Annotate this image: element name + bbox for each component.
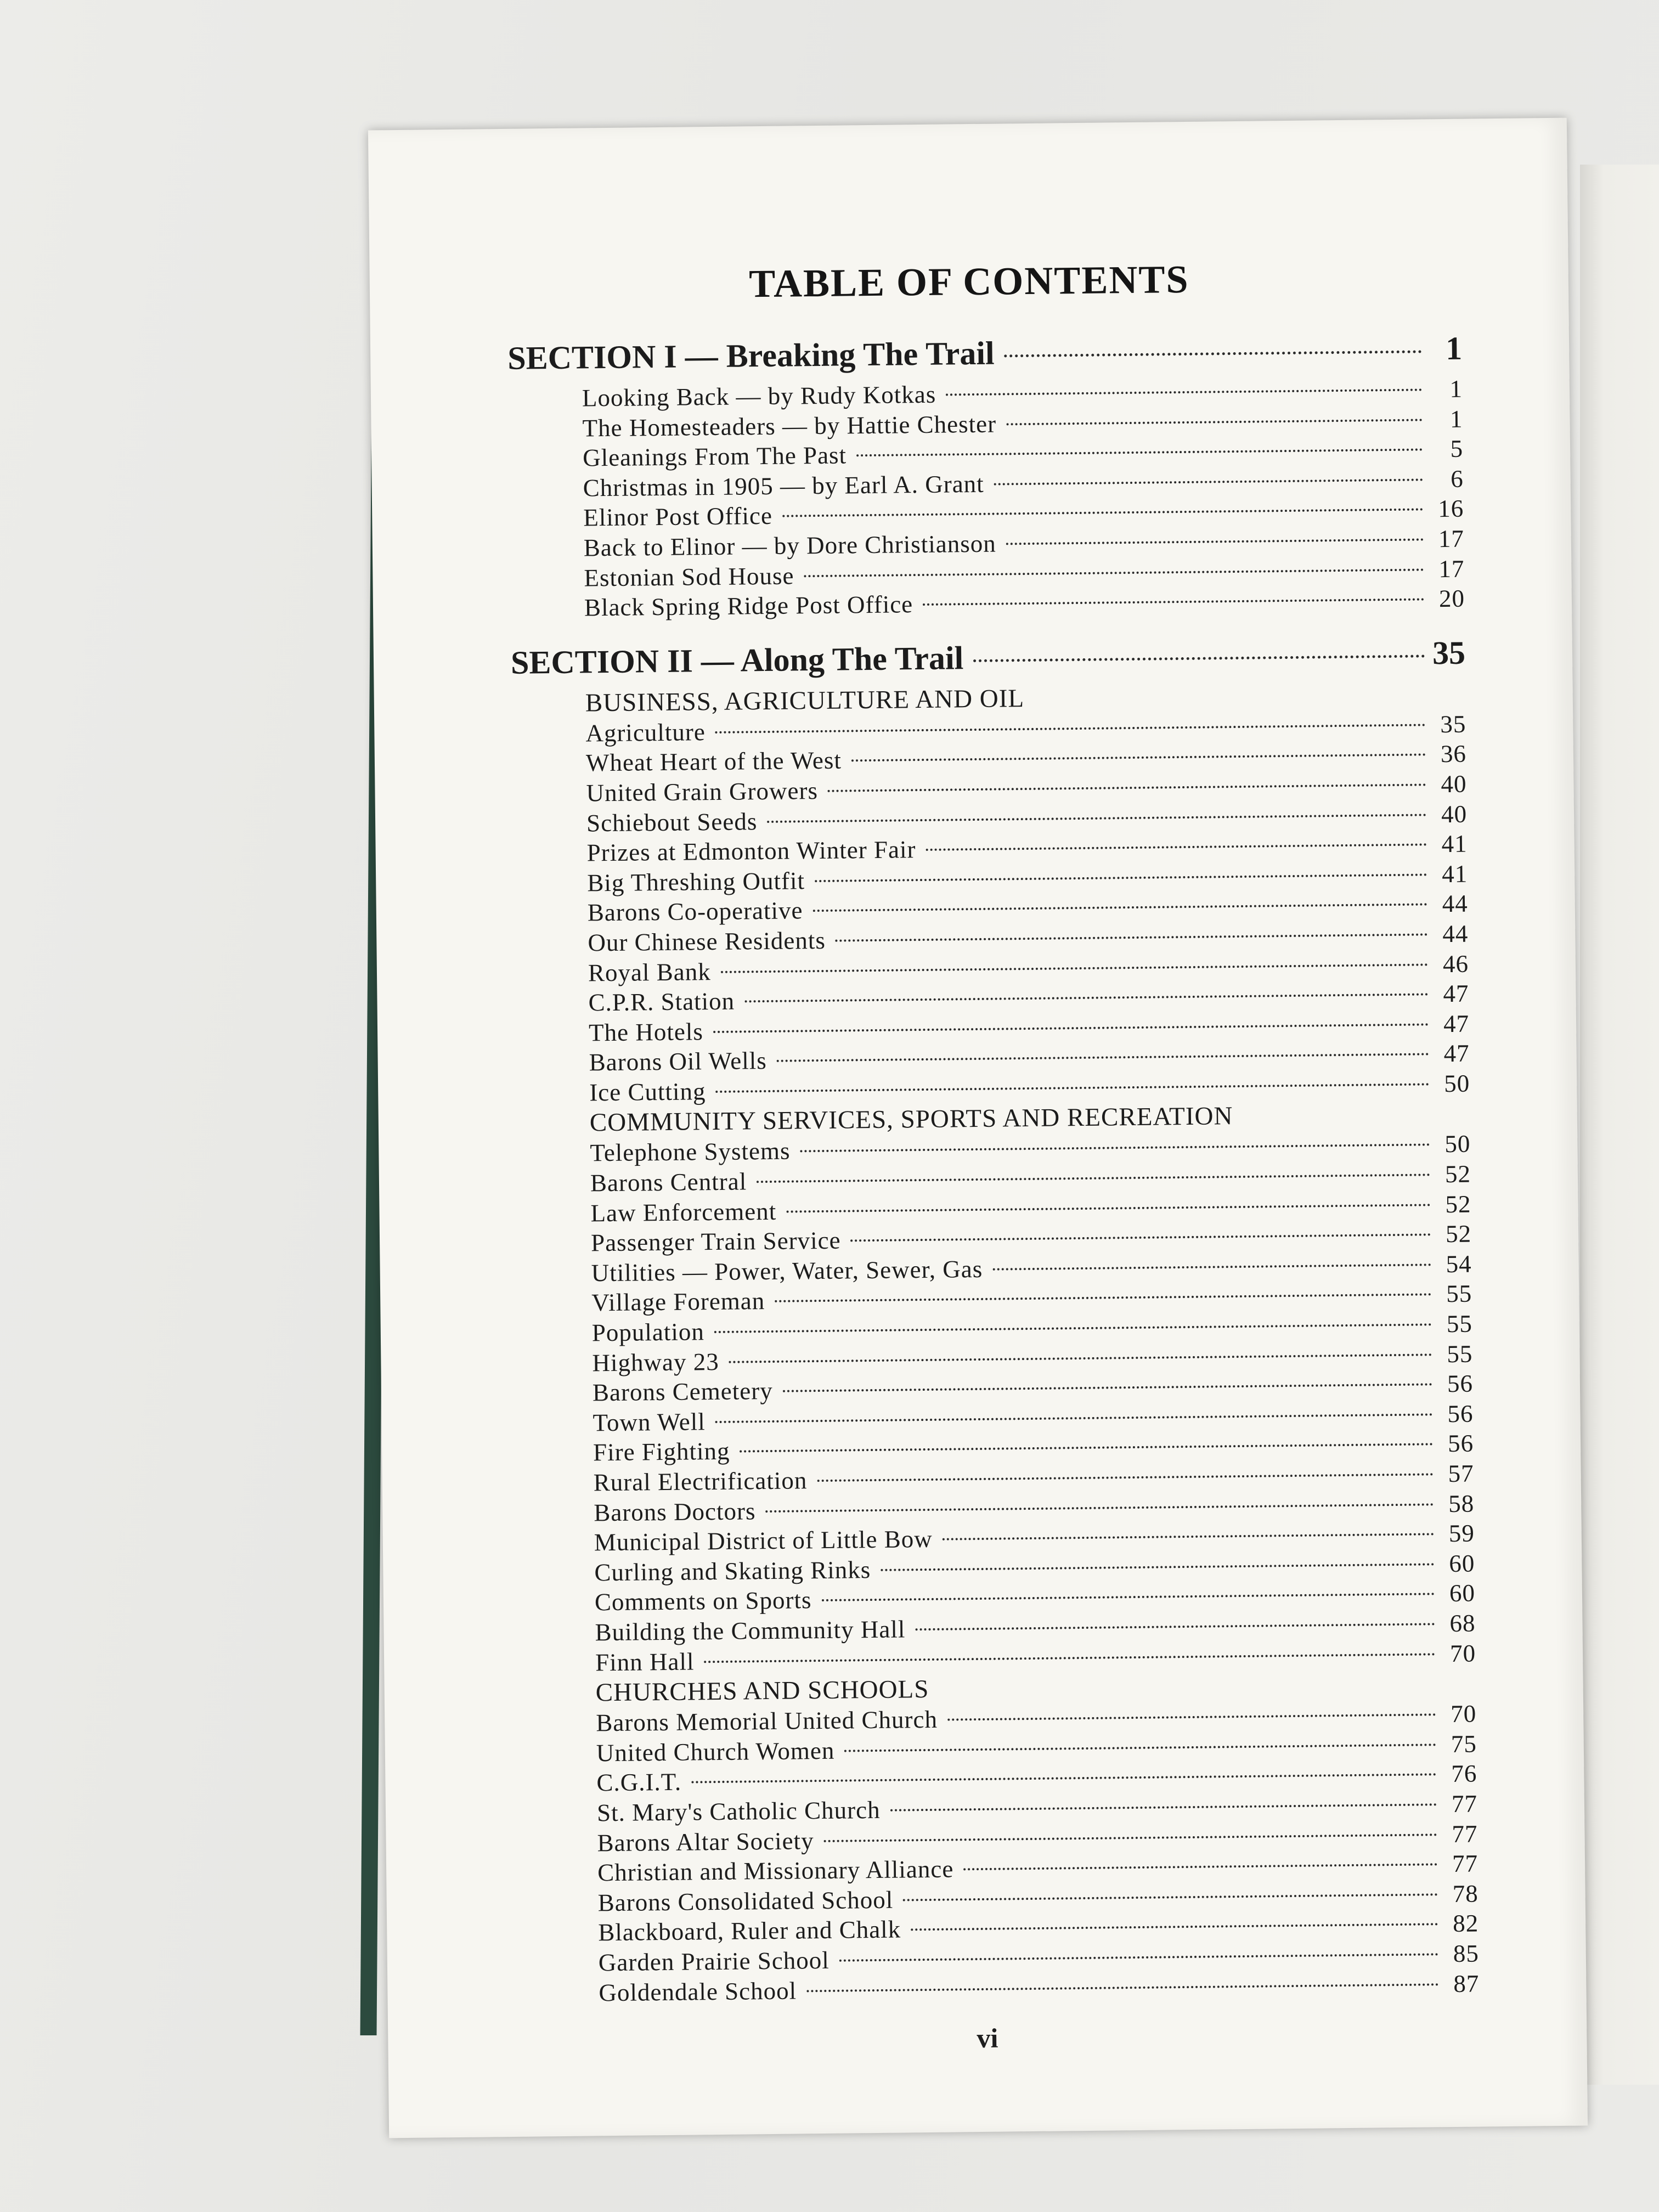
dot-leader xyxy=(806,1983,1438,1992)
toc-entry-title: Black Spring Ridge Post Office xyxy=(584,590,913,622)
toc-entry-page-number: 78 xyxy=(1452,1880,1479,1908)
toc-entry-title: Municipal District of Little Bow xyxy=(594,1525,933,1556)
toc-entry-page-number: 77 xyxy=(1452,1849,1479,1878)
toc-entry-title: C.P.R. Station xyxy=(588,987,735,1017)
dot-leader xyxy=(844,1743,1436,1752)
toc-entry-page-number: 50 xyxy=(1444,1130,1471,1158)
toc-entry-title: St. Mary's Catholic Church xyxy=(596,1796,881,1827)
dot-leader xyxy=(713,1023,1429,1033)
toc-entry-page-number: 52 xyxy=(1445,1190,1471,1218)
toc-entry-title: Highway 23 xyxy=(592,1347,719,1377)
dot-leader xyxy=(691,1774,1436,1784)
toc-entry-title: Barons Memorial United Church xyxy=(596,1705,938,1737)
dot-leader xyxy=(800,1144,1430,1153)
dot-leader xyxy=(947,1713,1436,1720)
dot-leader xyxy=(1006,538,1424,545)
dot-leader xyxy=(704,1653,1435,1663)
toc-entry-title: Ice Cutting xyxy=(589,1077,706,1107)
dot-leader xyxy=(824,1833,1437,1842)
toc-entry-title: Gleanings From The Past xyxy=(582,441,847,472)
dot-leader xyxy=(881,1563,1434,1571)
page-title: TABLE OF CONTENTS xyxy=(748,257,1189,306)
dot-leader xyxy=(775,1294,1431,1303)
toc-entry-page-number: 55 xyxy=(1447,1340,1473,1368)
toc-entry-page-number: 60 xyxy=(1449,1549,1475,1577)
toc-entry-title: The Hotels xyxy=(588,1017,704,1047)
toc-entry-title: Building the Community Hall xyxy=(595,1615,906,1646)
toc-entry-title: Telephone Systems xyxy=(590,1137,791,1167)
toc-entry-title: Barons Oil Wells xyxy=(589,1047,768,1076)
toc-entry-page-number: 56 xyxy=(1447,1400,1474,1427)
toc-entry-title: Barons Co-operative xyxy=(587,896,803,927)
toc-entry-page-number: 57 xyxy=(1448,1459,1474,1488)
toc-entry-page-number: 35 xyxy=(1440,710,1466,738)
toc-entry-page-number: 70 xyxy=(1450,1700,1477,1728)
dot-leader xyxy=(851,1234,1431,1242)
dot-leader xyxy=(856,449,1423,457)
toc-entry-title: Back to Elinor — by Dore Christianson xyxy=(583,529,997,562)
toc-entry-page-number: 17 xyxy=(1438,524,1465,553)
dot-leader xyxy=(757,1173,1430,1183)
table-of-contents xyxy=(507,322,1480,2009)
toc-entry-page-number: 47 xyxy=(1443,1039,1470,1068)
dot-leader xyxy=(740,1443,1433,1453)
dot-leader xyxy=(1005,350,1422,357)
toc-entry-page-number: 1 xyxy=(1449,375,1463,403)
section-heading-page-number: 35 xyxy=(1432,634,1466,672)
dot-leader xyxy=(721,963,1428,973)
toc-entry-page-number: 77 xyxy=(1452,1820,1478,1848)
dot-leader xyxy=(786,1204,1430,1212)
toc-entry-title: Finn Hall xyxy=(595,1647,695,1676)
toc-entry-page-number: 17 xyxy=(1438,555,1465,583)
toc-entry-page-number: 40 xyxy=(1441,800,1468,828)
toc-entry-page-number: 20 xyxy=(1438,584,1465,613)
dot-leader xyxy=(804,568,1424,577)
toc-entry-page-number: 41 xyxy=(1441,860,1468,888)
toc-entry-title: Fire Fighting xyxy=(592,1437,730,1466)
toc-entry-page-number: 56 xyxy=(1447,1369,1474,1398)
toc-entry-title: Utilities — Power, Water, Sewer, Gas xyxy=(591,1255,983,1287)
toc-entry-title: Barons Cemetery xyxy=(592,1377,773,1407)
toc-entry-page-number: 55 xyxy=(1446,1310,1473,1338)
toc-entry-page-number: 1 xyxy=(1449,405,1463,433)
dot-leader xyxy=(992,1263,1431,1270)
toc-subheading-title: BUSINESS, AGRICULTURE AND OIL xyxy=(585,684,1025,718)
toc-entry-title: The Homesteaders — by Hattie Chester xyxy=(582,410,997,442)
dot-leader xyxy=(890,1803,1437,1811)
toc-entry-title: Elinor Post Office xyxy=(583,502,773,532)
toc-entry-title: Curling and Skating Rinks xyxy=(594,1555,871,1587)
dot-leader xyxy=(812,904,1427,912)
toc-entry-page-number: 85 xyxy=(1453,1939,1480,1967)
toc-entry-title: Barons Consolidated School xyxy=(597,1886,894,1917)
toc-entry-page-number: 82 xyxy=(1452,1909,1479,1938)
toc-entry-page-number: 70 xyxy=(1449,1639,1476,1667)
toc-entry-title: Christian and Missionary Alliance xyxy=(597,1855,954,1887)
toc-entry-page-number: 75 xyxy=(1451,1730,1477,1758)
dot-leader xyxy=(903,1893,1438,1901)
dot-leader xyxy=(1006,419,1422,425)
toc-entry-page-number: 41 xyxy=(1441,830,1468,858)
toc-entry-title: Agriculture xyxy=(585,718,706,747)
toc-entry-page-number: 46 xyxy=(1442,950,1469,978)
toc-entry-title: Royal Bank xyxy=(588,957,711,986)
dot-leader xyxy=(817,1473,1433,1482)
dot-leader xyxy=(926,844,1426,851)
dot-leader xyxy=(765,1503,1434,1513)
toc-entry-title: Rural Electrification xyxy=(593,1466,808,1497)
dot-leader xyxy=(729,1353,1432,1363)
dot-leader xyxy=(839,1953,1438,1961)
toc-entry-title: Law Enforcement xyxy=(590,1197,777,1227)
toc-entry-title: United Grain Growers xyxy=(586,776,819,807)
toc-entry-title: Population xyxy=(591,1318,705,1347)
dot-leader xyxy=(943,1533,1434,1541)
toc-entry-title: Schiebout Seeds xyxy=(586,807,758,837)
toc-entry-title: Looking Back — by Rudy Kotkas xyxy=(582,380,936,412)
dot-leader xyxy=(715,1083,1429,1093)
dot-leader xyxy=(973,654,1425,662)
toc-entry-page-number: 54 xyxy=(1446,1250,1472,1278)
toc-entry-page-number: 16 xyxy=(1437,495,1464,523)
toc-entry-title: C.G.I.T. xyxy=(596,1768,682,1797)
toc-entry-title: Barons Altar Society xyxy=(597,1826,814,1857)
toc-entry-page-number: 47 xyxy=(1443,1009,1470,1037)
toc-entry-page-number: 44 xyxy=(1442,919,1469,948)
section-heading-page-number: 1 xyxy=(1445,330,1463,366)
toc-entry-page-number: 77 xyxy=(1451,1790,1478,1818)
dot-leader xyxy=(923,599,1424,606)
dot-leader xyxy=(715,1413,1433,1423)
dot-leader xyxy=(946,388,1422,396)
toc-entry-title: Barons Doctors xyxy=(594,1497,756,1526)
dot-leader xyxy=(744,993,1428,1002)
dot-leader xyxy=(836,933,1428,941)
dot-leader xyxy=(911,1923,1438,1931)
dot-leader xyxy=(822,1593,1435,1602)
toc-entry-page-number: 58 xyxy=(1448,1489,1475,1517)
dot-leader xyxy=(715,724,1426,733)
dot-leader xyxy=(815,873,1427,882)
toc-subheading-title: COMMUNITY SERVICES, SPORTS AND RECREATION xyxy=(589,1102,1233,1137)
toc-entry-title: Our Chinese Residents xyxy=(588,926,826,957)
toc-entry-title: Barons Central xyxy=(590,1167,747,1197)
section-heading-title: SECTION II — Along The Trail xyxy=(510,639,964,681)
book-page xyxy=(368,118,1588,2138)
toc-entry-page-number: 40 xyxy=(1441,770,1467,798)
toc-entry-title: Town Well xyxy=(592,1408,706,1437)
toc-entry-page-number: 76 xyxy=(1451,1759,1477,1788)
toc-entry-page-number: 59 xyxy=(1448,1519,1475,1548)
toc-entry-title: Passenger Train Service xyxy=(590,1226,841,1257)
toc-entry-page-number: 52 xyxy=(1445,1220,1472,1248)
dot-leader xyxy=(714,1323,1432,1333)
toc-entry-page-number: 60 xyxy=(1449,1579,1476,1607)
dot-leader xyxy=(767,814,1426,823)
toc-entry-page-number: 87 xyxy=(1453,1970,1480,1997)
dot-leader xyxy=(851,754,1426,762)
toc-entry-page-number: 44 xyxy=(1442,889,1469,918)
facing-page-edge xyxy=(1580,165,1659,2085)
toc-entry-page-number: 68 xyxy=(1449,1609,1476,1638)
toc-entry-page-number: 5 xyxy=(1450,435,1464,463)
toc-entry-title: Village Foreman xyxy=(591,1287,765,1317)
dot-leader xyxy=(783,1384,1432,1392)
toc-entry-title: Estonian Sod House xyxy=(584,562,794,592)
toc-entry-page-number: 55 xyxy=(1446,1280,1472,1308)
dot-leader xyxy=(782,509,1423,517)
dot-leader xyxy=(828,783,1426,792)
toc-entry-title: Christmas in 1905 — by Earl A. Grant xyxy=(583,470,984,502)
toc-entry-title: Prizes at Edmonton Winter Fair xyxy=(586,836,916,867)
toc-entry-page-number: 56 xyxy=(1447,1429,1474,1458)
toc-entry-page-number: 47 xyxy=(1443,979,1469,1008)
toc-entry-title: Big Threshing Outfit xyxy=(587,867,805,897)
dot-leader xyxy=(963,1863,1437,1870)
toc-entry-page-number: 6 xyxy=(1450,465,1464,493)
toc-entry-title: Goldendale School xyxy=(599,1977,797,2006)
toc-entry-title: Blackboard, Ruler and Chalk xyxy=(598,1915,901,1946)
toc-entry-title: United Church Women xyxy=(596,1736,835,1767)
toc-subheading-title: CHURCHES AND SCHOOLS xyxy=(595,1675,929,1707)
toc-entry-page-number: 36 xyxy=(1440,740,1467,768)
toc-entry-title: Comments on Sports xyxy=(594,1586,812,1616)
toc-entry-title: Garden Prairie School xyxy=(598,1946,830,1977)
section-heading-title: SECTION I — Breaking The Trail xyxy=(507,335,995,376)
toc-entry-page-number: 50 xyxy=(1443,1069,1470,1097)
dot-leader xyxy=(777,1053,1429,1062)
dot-leader xyxy=(994,478,1423,485)
dot-leader xyxy=(915,1623,1435,1630)
toc-entry-title: Wheat Heart of the West xyxy=(585,746,842,777)
toc-entry-page-number: 52 xyxy=(1444,1160,1471,1188)
page-number: vi xyxy=(977,2022,998,2054)
